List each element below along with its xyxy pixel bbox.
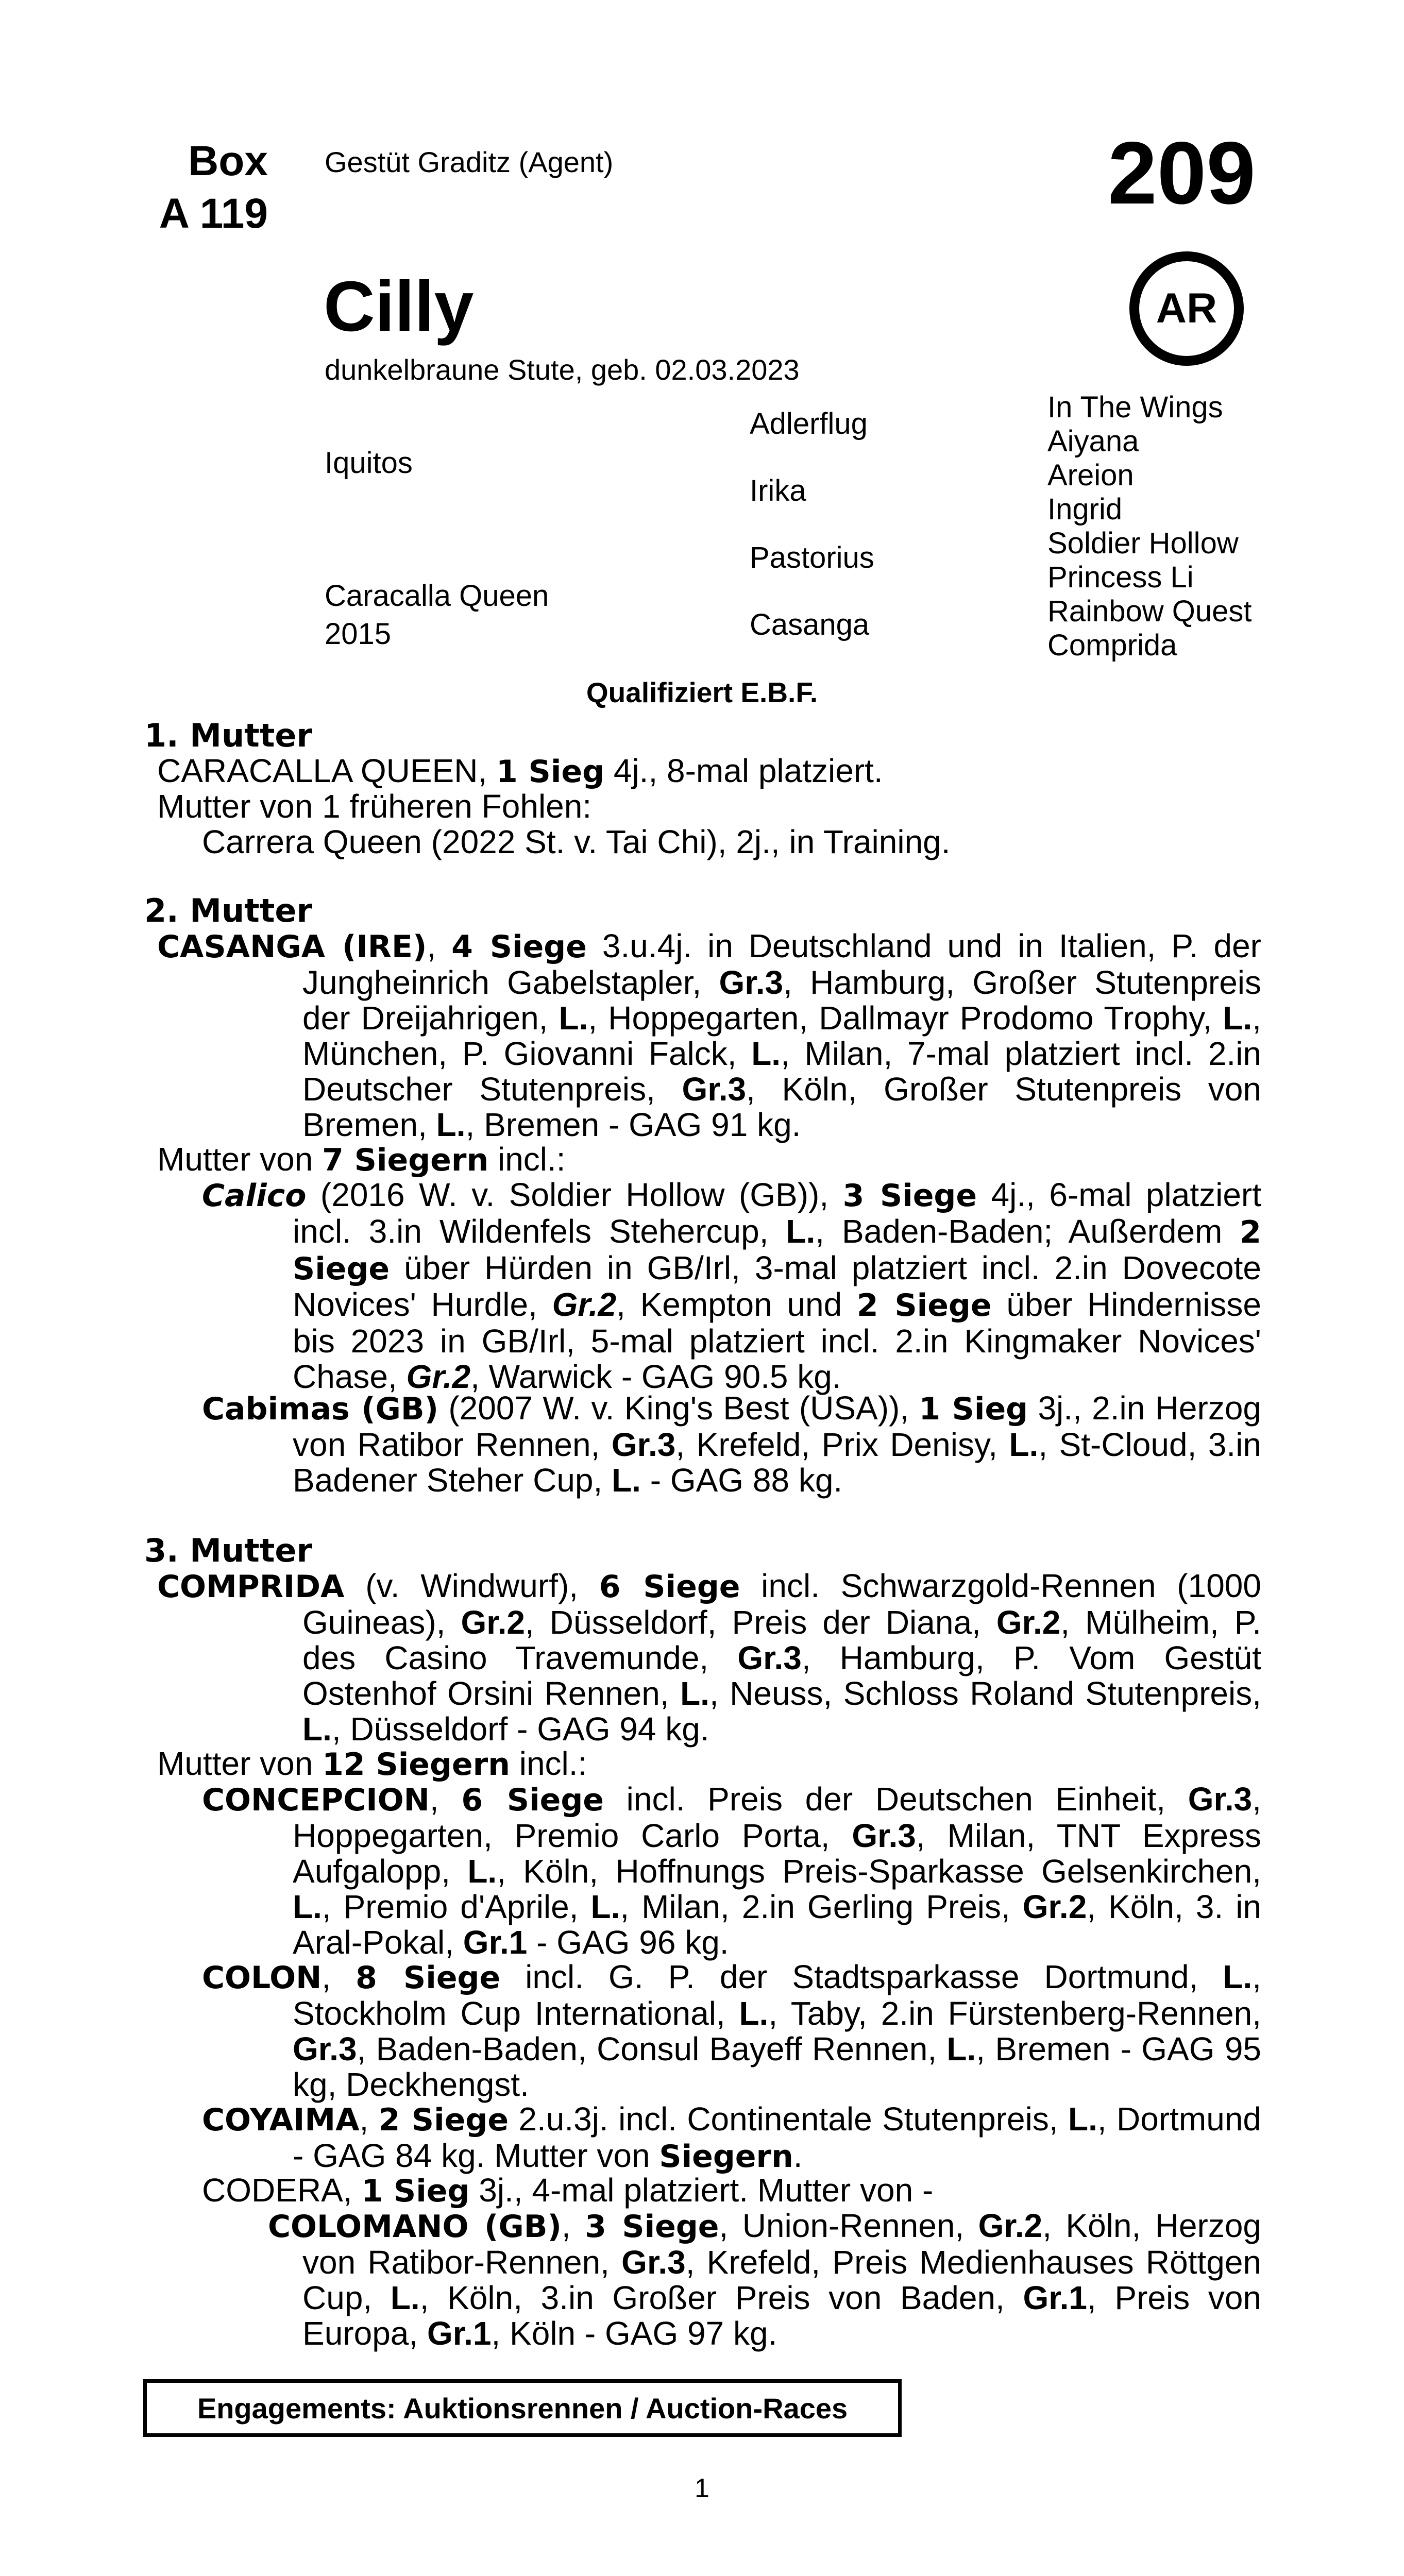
sire: Iquitos <box>325 446 413 480</box>
lot-number: 209 <box>1108 124 1256 223</box>
wins: 6 Siege <box>599 1569 740 1605</box>
dam: Caracalla Queen <box>325 579 549 613</box>
text: incl. G. P. der Stadtsparkasse Dortmund, <box>500 1958 1223 1995</box>
grandparent: Irika <box>750 474 806 507</box>
first-dam-foal: Carrera Queen (2022 St. v. Tai Chi), 2j., in Training. <box>202 823 951 860</box>
group-race: Gr.2 <box>996 1604 1061 1641</box>
listed-race: L. <box>739 1995 769 2032</box>
text: , <box>429 1781 462 1818</box>
second-dam-winners-intro <box>157 1142 566 1178</box>
wins: 2 Siege <box>856 1287 992 1324</box>
text: 3.u.4j. in Deutschland und in Italien, P. der Jungheinrich Gabelstapler, <box>302 927 1261 1001</box>
offspring-concepcion <box>202 1782 1261 1960</box>
group-race: Gr.2 <box>1022 1888 1087 1925</box>
wins: 2 Siege <box>293 1214 1262 1287</box>
text: , Bremen - GAG 95 kg, Deckhengst. <box>293 2030 1262 2103</box>
text: , Warwick - GAG 90.5 kg. <box>470 1358 841 1395</box>
group-race: Gr.3 <box>719 964 784 1001</box>
group-race: Gr.3 <box>293 2030 357 2067</box>
great-grandparent: Aiyana <box>1047 425 1139 458</box>
page-number: 1 <box>695 2473 709 2503</box>
listed-race: L. <box>612 1462 641 1499</box>
grandparent: Adlerflug <box>750 407 868 440</box>
group-race: Gr.3 <box>737 1639 802 1676</box>
offspring-codera <box>202 2173 933 2209</box>
group-race: Gr.3 <box>621 2244 686 2281</box>
third-dam-winners-intro <box>157 1746 587 1783</box>
dam-name: CARACALLA QUEEN, <box>157 752 487 789</box>
text: , Hamburg, P. Vom Gestüt Ostenhof Orsini Rennen, <box>302 1639 1262 1712</box>
grandparent: Pastorius <box>750 541 874 574</box>
offspring-name: COYAIMA <box>202 2102 360 2138</box>
great-grandparents <box>1047 391 1252 663</box>
engagements-box <box>143 2379 902 2437</box>
listed-race: L. <box>1223 1958 1253 1995</box>
text: , Köln, Hoffnungs Preis-Sparkasse Gelsenkirchen, <box>497 1853 1262 1890</box>
text: , Neuss, Schloss Roland Stutenpreis, <box>709 1675 1262 1712</box>
first-dam-record <box>157 753 1265 790</box>
offspring-calico <box>202 1177 1261 1395</box>
text: , Kempton und <box>616 1286 857 1323</box>
great-grandparent: In The Wings <box>1047 391 1223 424</box>
wins: 8 Siege <box>356 1960 501 1996</box>
wins: 4 Siege <box>451 929 587 965</box>
text: , Köln, 3.in Großer Preis von Baden, <box>419 2279 1023 2316</box>
qualification: Qualifiziert E.B.F. <box>586 676 818 708</box>
text: - GAG 96 kg. <box>527 1924 729 1961</box>
text: 3j., 2.in Herzog von Ratibor Rennen, <box>293 1389 1262 1463</box>
horse-name: Cilly <box>324 267 474 346</box>
dam-name: COMPRIDA <box>157 1569 345 1605</box>
text: , St-Cloud, 3.in Badener Steher Cup, <box>293 1426 1262 1499</box>
listed-race: L. <box>467 1853 497 1890</box>
listed-race: L. <box>590 1888 620 1925</box>
text: , Premio d'Aprile, <box>322 1888 591 1925</box>
text: , Köln, 3. in Aral-Pokal, <box>293 1888 1262 1961</box>
text: , Köln, Herzog von Ratibor-Rennen, <box>302 2207 1262 2281</box>
group-race: Gr.3 <box>682 1071 747 1108</box>
text: incl.: <box>488 1141 566 1178</box>
text: , Hoppegarten, Premio Carlo Porta, <box>293 1781 1262 1854</box>
dam-year: 2015 <box>325 617 392 651</box>
offspring-colon <box>202 1959 1261 2103</box>
group-race: Gr.2 <box>461 1604 526 1641</box>
text: Mutter von <box>157 1141 323 1178</box>
text: über Hindernisse bis 2023 in GB/Irl, 5-mal platziert incl. 2.in Kingmaker Novices' Chase, <box>293 1286 1262 1395</box>
group-race: Gr.2 <box>406 1358 471 1395</box>
text: , Baden-Baden; Außerdem <box>815 1213 1240 1250</box>
great-grandparent: Areion <box>1047 459 1134 492</box>
text: , Preis von Europa, <box>302 2279 1261 2352</box>
text: , <box>322 1958 356 1995</box>
text: 2.u.3j. incl. Continentale Stutenpreis, <box>509 2100 1068 2138</box>
text: , Köln - GAG 97 kg. <box>491 2315 777 2352</box>
second-dam-record: CASANGA (IRE), 4 Siege 3.u.4j. in Deutschland und in Italien, P. der Jungheinrich Gabelstapler, Gr.3, Hamburg, Großer Stutenpreis der Dreijahrigen, L., Hoppegarten, Dallmayr Prodomo Trophy, L., München, P. Giovanni Falck, L., Milan, 7-mal platziert incl. 2.in Deutscher Stutenpreis, Gr.3, Köln, Großer Stutenpreis von Bremen, L., Bremen - GAG 91 kg. <box>157 927 1262 1143</box>
offspring-coyaima <box>202 2102 1261 2175</box>
listed-race: L. <box>946 2030 976 2067</box>
text: , <box>561 2207 585 2244</box>
wins: 3 Siege <box>585 2209 719 2245</box>
text: - GAG 88 kg. <box>640 1462 843 1499</box>
text: , Taby, 2.in Fürstenberg-Rennen, <box>768 1995 1261 2032</box>
wins: 2 Siege <box>378 2102 509 2138</box>
listed-race: L. <box>293 1888 322 1925</box>
text: (2007 W. v. King's Best (USA)), <box>438 1389 919 1427</box>
ar-badge: AR <box>1129 251 1244 366</box>
text: 4j., 6-mal platziert incl. 3.in Wildenfels Stehercup, <box>293 1176 1262 1250</box>
great-grandparent: Rainbow Quest <box>1047 595 1252 628</box>
listed-race: L. <box>436 1106 466 1143</box>
group-race: Gr.3 <box>611 1426 676 1463</box>
group-race: Gr.2 <box>552 1286 617 1323</box>
first-dam-heading: 1. Mutter <box>144 717 313 754</box>
text: , Milan, 2.in Gerling Preis, <box>620 1888 1023 1925</box>
listed-race: L. <box>1223 999 1253 1037</box>
text: , Düsseldorf, Preis der Diana, <box>525 1604 996 1641</box>
horse-description: dunkelbraune Stute, geb. 02.03.2023 <box>325 353 800 386</box>
wins: 3 Siege <box>842 1178 977 1214</box>
text: , Mülheim, P. des Casino Travemunde, <box>302 1604 1262 1676</box>
offspring-name: COLON <box>202 1960 322 1996</box>
listed-race: L. <box>390 2279 420 2316</box>
text: , Stockholm Cup International, <box>293 1958 1261 2032</box>
text: , Dortmund - GAG 84 kg. Mutter von <box>293 2100 1261 2174</box>
great-grandparent: Soldier Hollow <box>1047 527 1239 560</box>
group-race: Gr.3 <box>1188 1781 1253 1818</box>
text: , Hamburg, Großer Stutenpreis der Dreijahrigen, <box>302 964 1262 1037</box>
listed-race: L. <box>302 1710 332 1748</box>
great-grandparent: Ingrid <box>1047 493 1123 526</box>
engagements-label: Engagements: Auktionsrennen / Auction-Races <box>197 2392 848 2425</box>
winners-count: 7 Siegern <box>322 1142 489 1178</box>
text: , München, P. Giovanni Falck, <box>302 999 1261 1072</box>
group-race: Gr.1 <box>1023 2279 1087 2316</box>
text: , Hoppegarten, Dallmayr Prodomo Trophy, <box>588 999 1223 1037</box>
text: , Düsseldorf - GAG 94 kg. <box>331 1710 709 1748</box>
consignor: Gestüt Graditz (Agent) <box>325 146 614 178</box>
wins: 1 Sieg <box>361 2173 470 2209</box>
offspring-cabimas <box>202 1391 1261 1498</box>
listed-race: L. <box>559 999 588 1037</box>
winners-count: 12 Siegern <box>322 1747 510 1783</box>
wins: 6 Siege <box>461 1782 604 1818</box>
text: , <box>359 2100 379 2138</box>
offspring-name: Calico <box>202 1178 307 1214</box>
grandparent: Casanga <box>750 608 870 641</box>
listed-race: L. <box>1068 2100 1097 2138</box>
listed-race: L. <box>751 1035 781 1072</box>
text: incl.: <box>510 1745 587 1782</box>
great-grandparent: Princess Li <box>1047 561 1194 594</box>
text: , Köln, Großer Stutenpreis von Bremen, <box>302 1071 1262 1143</box>
text: , Baden-Baden, Consul Bayeff Rennen, <box>357 2030 947 2067</box>
group-race: Gr.2 <box>978 2207 1043 2244</box>
text: , Krefeld, Preis Medienhauses Röttgen Cup, <box>302 2244 1262 2316</box>
text: 3j., 4-mal platziert. Mutter von - <box>469 2172 934 2209</box>
winners: Siegern <box>659 2139 793 2175</box>
third-dam-heading: 3. Mutter <box>144 1532 313 1569</box>
offspring-name: Cabimas (GB) <box>202 1391 439 1427</box>
listed-race: L. <box>680 1675 709 1712</box>
offspring-colomano <box>268 2208 1261 2351</box>
offspring-name: CONCEPCION <box>202 1782 430 1818</box>
text: incl. Schwarzgold-Rennen (1000 Guineas), <box>302 1567 1261 1641</box>
group-race: Gr.3 <box>852 1817 916 1854</box>
offspring-name: CODERA, <box>202 2172 362 2209</box>
text: über Hürden in GB/Irl, 3-mal platziert incl. 2.in Dovecote Novices' Hurdle, <box>293 1249 1261 1323</box>
listed-race: L. <box>786 1213 816 1250</box>
text: (v. Windwurf), <box>344 1567 599 1604</box>
listed-race: L. <box>1009 1426 1039 1463</box>
dam-name: CASANGA (IRE) <box>157 929 427 965</box>
group-race: Gr.1 <box>427 2315 492 2352</box>
text: , Milan, 7-mal platziert incl. 2.in Deutscher Stutenpreis, <box>302 1035 1262 1108</box>
text: , Milan, TNT Express Aufgalopp, <box>293 1817 1262 1890</box>
third-dam-record <box>157 1568 1261 1747</box>
text: Mutter von <box>157 1745 323 1782</box>
great-grandparent: Comprida <box>1047 629 1177 662</box>
wins: 1 Sieg <box>919 1391 1028 1427</box>
box-line-1: Box <box>188 138 268 184</box>
group-race: Gr.1 <box>463 1924 528 1961</box>
first-dam-foals-intro: Mutter von 1 früheren Fohlen: <box>157 788 592 825</box>
text: incl. Preis der Deutschen Einheit, <box>603 1781 1188 1818</box>
box-label <box>98 135 268 240</box>
text: , Bremen - GAG 91 kg. <box>465 1106 801 1143</box>
text: . <box>793 2137 803 2174</box>
offspring-name: COLOMANO (GB) <box>268 2209 562 2245</box>
text: , Krefeld, Prix Denisy, <box>675 1426 1009 1463</box>
text: (2016 W. v. Soldier Hollow (GB)), <box>306 1176 843 1213</box>
second-dam-heading: 2. Mutter <box>144 892 313 929</box>
text: , Union-Rennen, <box>719 2207 978 2244</box>
box-line-2: A 119 <box>159 190 268 237</box>
wins: 1 Sieg <box>496 754 605 790</box>
text: 4j., 8-mal platziert. <box>604 752 883 789</box>
